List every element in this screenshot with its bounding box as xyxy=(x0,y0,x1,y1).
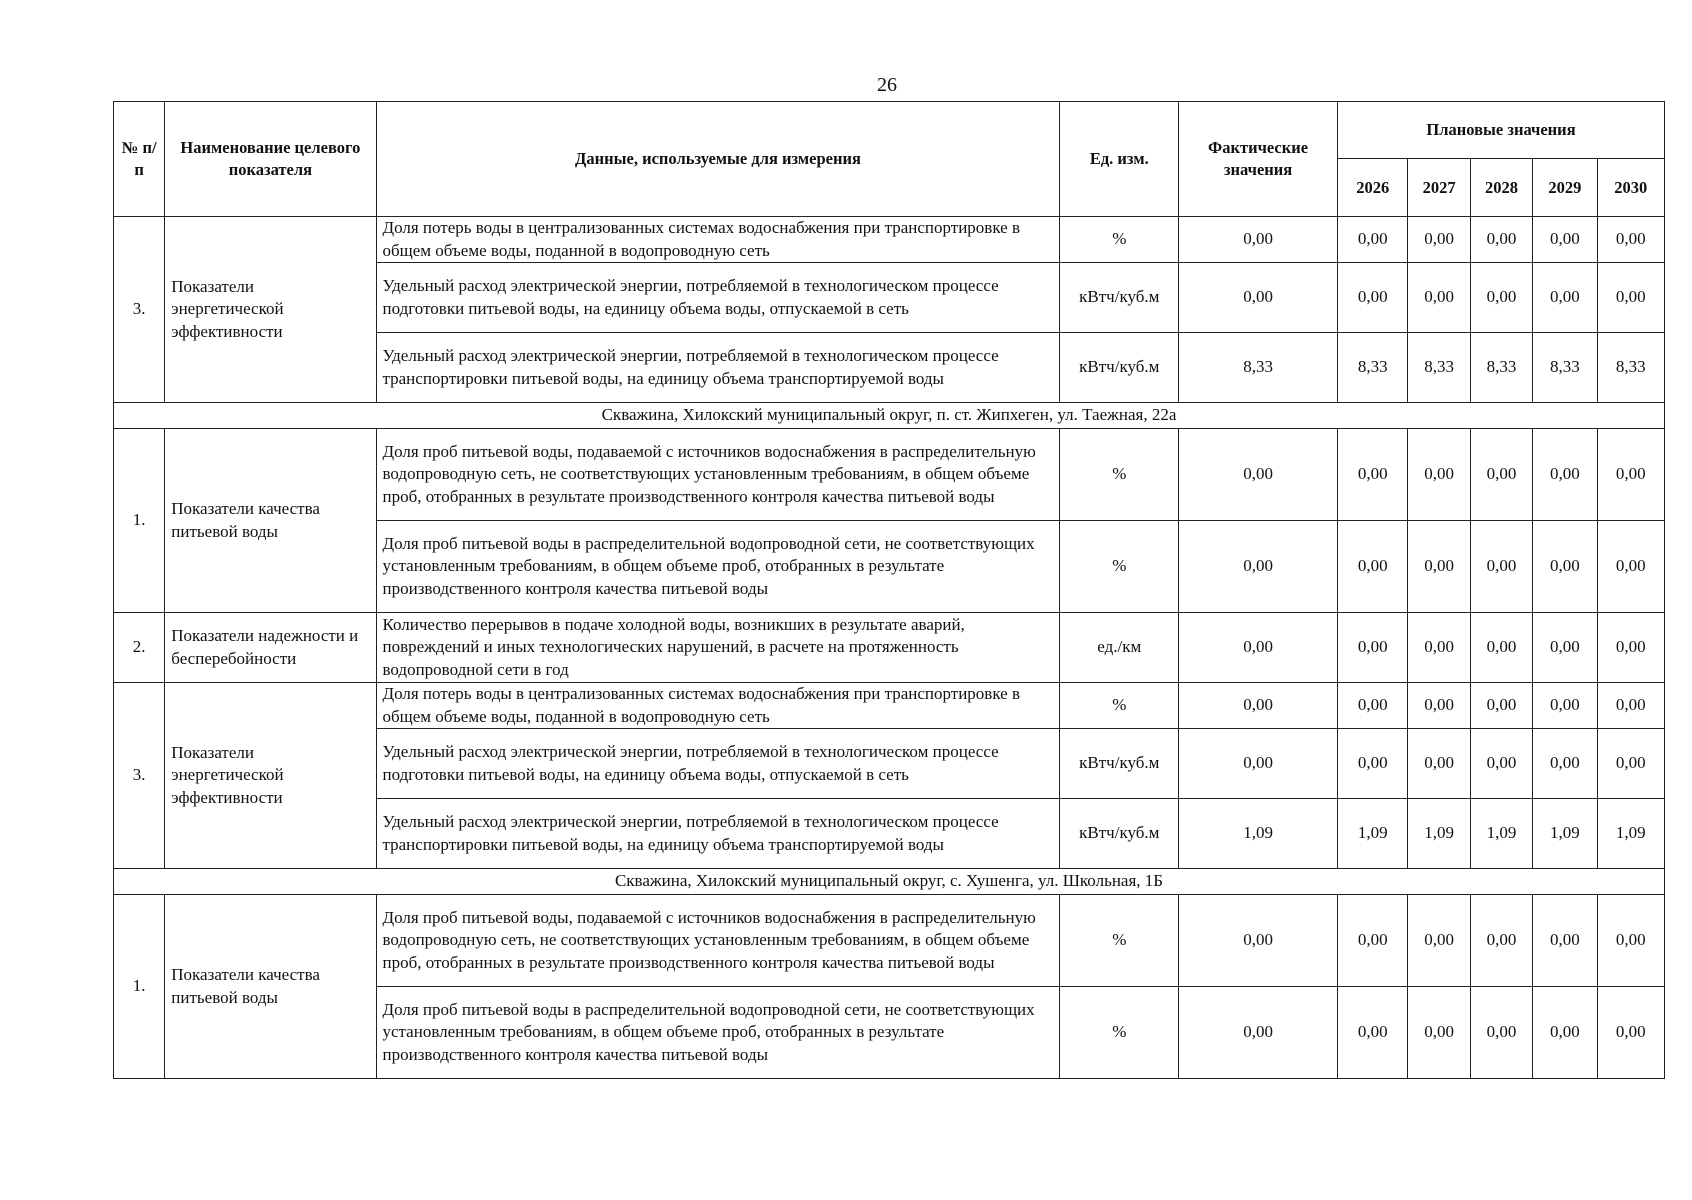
actual-value: 0,00 xyxy=(1179,729,1338,799)
planned-value: 0,00 xyxy=(1533,429,1597,521)
measurement-description: Количество перерывов в подаче холодной воды, возникших в результате аварий, повреждений и иных технологических нарушений, в расчете на протяженность водопроводной сети в год xyxy=(376,613,1060,683)
planned-value: 0,00 xyxy=(1338,729,1408,799)
planned-value: 1,09 xyxy=(1470,799,1532,869)
table-row xyxy=(114,895,1665,987)
planned-value: 8,33 xyxy=(1597,333,1665,403)
planned-value: 1,09 xyxy=(1597,799,1665,869)
group-name: Показатели надежности и бесперебойности xyxy=(165,613,376,683)
planned-value: 0,00 xyxy=(1408,521,1470,613)
header-year: 2030 xyxy=(1597,159,1665,217)
group-name: Показатели качества питьевой воды xyxy=(165,429,376,613)
planned-value: 0,00 xyxy=(1533,683,1597,729)
actual-value: 0,00 xyxy=(1179,263,1338,333)
measurement-description: Доля проб питьевой воды, подаваемой с источников водоснабжения в распределительную водопроводную сеть, не соответствующих установленным требованиям, в общем объеме проб, отобранных в результате производственного контроля качества питьевой воды xyxy=(376,429,1060,521)
unit-cell: % xyxy=(1060,217,1179,263)
unit-cell: % xyxy=(1060,987,1179,1079)
table-row xyxy=(114,613,1665,683)
actual-value: 0,00 xyxy=(1179,987,1338,1079)
group-number: 3. xyxy=(114,683,165,869)
table-row xyxy=(114,683,1665,729)
planned-value: 0,00 xyxy=(1338,263,1408,333)
planned-value: 0,00 xyxy=(1408,683,1470,729)
planned-value: 0,00 xyxy=(1597,729,1665,799)
actual-value: 0,00 xyxy=(1179,683,1338,729)
header-year: 2028 xyxy=(1470,159,1532,217)
planned-value: 0,00 xyxy=(1470,729,1532,799)
header-num: № п/п xyxy=(114,102,165,217)
header-year: 2026 xyxy=(1338,159,1408,217)
measurement-description: Удельный расход электрической энергии, потребляемой в технологическом процессе транспортировки питьевой воды, на единицу объема транспортируемой воды xyxy=(376,799,1060,869)
header-actual: Фактические значения xyxy=(1179,102,1338,217)
unit-cell: % xyxy=(1060,895,1179,987)
measurement-description: Доля проб питьевой воды в распределительной водопроводной сети, не соответствующих установленным требованиям, в общем объеме проб, отобранных в результате производственного контроля качества питьевой воды xyxy=(376,521,1060,613)
measurement-description: Удельный расход электрической энергии, потребляемой в технологическом процессе подготовки питьевой воды, на единицу объема воды, отпускаемой в сеть xyxy=(376,263,1060,333)
table-body xyxy=(114,217,1665,1079)
table-row xyxy=(114,217,1665,263)
unit-cell: кВтч/куб.м xyxy=(1060,729,1179,799)
group-number: 1. xyxy=(114,429,165,613)
planned-value: 0,00 xyxy=(1533,217,1597,263)
section-row xyxy=(114,403,1665,429)
measurement-description: Доля потерь воды в централизованных системах водоснабжения при транспортировке в общем объеме воды, поданной в водопроводную сеть xyxy=(376,683,1060,729)
header-name: Наименование целевого показателя xyxy=(165,102,376,217)
indicators-table xyxy=(113,101,1665,1079)
planned-value: 0,00 xyxy=(1597,429,1665,521)
group-number: 1. xyxy=(114,895,165,1079)
header-unit: Ед. изм. xyxy=(1060,102,1179,217)
group-name: Показатели энергетической эффективности xyxy=(165,683,376,869)
unit-cell: кВтч/куб.м xyxy=(1060,799,1179,869)
planned-value: 0,00 xyxy=(1338,521,1408,613)
planned-value: 0,00 xyxy=(1533,895,1597,987)
planned-value: 8,33 xyxy=(1470,333,1532,403)
planned-value: 0,00 xyxy=(1597,683,1665,729)
planned-value: 0,00 xyxy=(1470,613,1532,683)
actual-value: 0,00 xyxy=(1179,521,1338,613)
planned-value: 0,00 xyxy=(1470,683,1532,729)
planned-value: 0,00 xyxy=(1470,263,1532,333)
table-header xyxy=(114,102,1665,217)
group-number: 3. xyxy=(114,217,165,403)
planned-value: 0,00 xyxy=(1470,987,1532,1079)
planned-value: 0,00 xyxy=(1408,429,1470,521)
planned-value: 0,00 xyxy=(1338,613,1408,683)
planned-value: 0,00 xyxy=(1338,987,1408,1079)
planned-value: 8,33 xyxy=(1533,333,1597,403)
table-row xyxy=(114,429,1665,521)
measurement-description: Доля проб питьевой воды в распределительной водопроводной сети, не соответствующих установленным требованиям, в общем объеме проб, отобранных в результате производственного контроля качества питьевой воды xyxy=(376,987,1060,1079)
planned-value: 0,00 xyxy=(1338,683,1408,729)
planned-value: 0,00 xyxy=(1597,521,1665,613)
planned-value: 0,00 xyxy=(1470,429,1532,521)
planned-value: 0,00 xyxy=(1597,895,1665,987)
planned-value: 0,00 xyxy=(1338,429,1408,521)
planned-value: 0,00 xyxy=(1408,613,1470,683)
page-number: 26 xyxy=(877,74,897,96)
planned-value: 0,00 xyxy=(1408,263,1470,333)
measurement-description: Удельный расход электрической энергии, потребляемой в технологическом процессе подготовки питьевой воды, на единицу объема воды, отпускаемой в сеть xyxy=(376,729,1060,799)
unit-cell: ед./км xyxy=(1060,613,1179,683)
planned-value: 0,00 xyxy=(1533,521,1597,613)
planned-value: 1,09 xyxy=(1408,799,1470,869)
actual-value: 8,33 xyxy=(1179,333,1338,403)
actual-value: 0,00 xyxy=(1179,429,1338,521)
group-number: 2. xyxy=(114,613,165,683)
header-year: 2029 xyxy=(1533,159,1597,217)
group-name: Показатели энергетической эффективности xyxy=(165,217,376,403)
header-planned: Плановые значения xyxy=(1338,102,1665,159)
planned-value: 8,33 xyxy=(1408,333,1470,403)
planned-value: 0,00 xyxy=(1408,217,1470,263)
planned-value: 0,00 xyxy=(1597,987,1665,1079)
section-title: Скважина, Хилокский муниципальный округ, с. Хушенга, ул. Школьная, 1Б xyxy=(114,869,1665,895)
unit-cell: % xyxy=(1060,683,1179,729)
section-title: Скважина, Хилокский муниципальный округ, п. ст. Жипхеген, ул. Таежная, 22а xyxy=(114,403,1665,429)
planned-value: 0,00 xyxy=(1597,263,1665,333)
planned-value: 0,00 xyxy=(1470,217,1532,263)
actual-value: 0,00 xyxy=(1179,613,1338,683)
actual-value: 0,00 xyxy=(1179,217,1338,263)
measurement-description: Доля проб питьевой воды, подаваемой с источников водоснабжения в распределительную водопроводную сеть, не соответствующих установленным требованиям, в общем объеме проб, отобранных в результате производственного контроля качества питьевой воды xyxy=(376,895,1060,987)
planned-value: 0,00 xyxy=(1408,895,1470,987)
planned-value: 0,00 xyxy=(1597,217,1665,263)
planned-value: 0,00 xyxy=(1533,729,1597,799)
planned-value: 0,00 xyxy=(1338,895,1408,987)
planned-value: 0,00 xyxy=(1533,987,1597,1079)
planned-value: 0,00 xyxy=(1533,263,1597,333)
planned-value: 0,00 xyxy=(1597,613,1665,683)
header-year: 2027 xyxy=(1408,159,1470,217)
section-row xyxy=(114,869,1665,895)
measurement-description: Удельный расход электрической энергии, потребляемой в технологическом процессе транспортировки питьевой воды, на единицу объема транспортируемой воды xyxy=(376,333,1060,403)
measurement-description: Доля потерь воды в централизованных системах водоснабжения при транспортировке в общем объеме воды, поданной в водопроводную сеть xyxy=(376,217,1060,263)
planned-value: 0,00 xyxy=(1470,895,1532,987)
planned-value: 0,00 xyxy=(1408,729,1470,799)
group-name: Показатели качества питьевой воды xyxy=(165,895,376,1079)
unit-cell: кВтч/куб.м xyxy=(1060,333,1179,403)
header-data: Данные, используемые для измерения xyxy=(376,102,1060,217)
actual-value: 1,09 xyxy=(1179,799,1338,869)
actual-value: 0,00 xyxy=(1179,895,1338,987)
unit-cell: % xyxy=(1060,521,1179,613)
planned-value: 0,00 xyxy=(1338,217,1408,263)
unit-cell: % xyxy=(1060,429,1179,521)
planned-value: 0,00 xyxy=(1470,521,1532,613)
planned-value: 1,09 xyxy=(1533,799,1597,869)
planned-value: 0,00 xyxy=(1533,613,1597,683)
planned-value: 8,33 xyxy=(1338,333,1408,403)
planned-value: 1,09 xyxy=(1338,799,1408,869)
planned-value: 0,00 xyxy=(1408,987,1470,1079)
unit-cell: кВтч/куб.м xyxy=(1060,263,1179,333)
